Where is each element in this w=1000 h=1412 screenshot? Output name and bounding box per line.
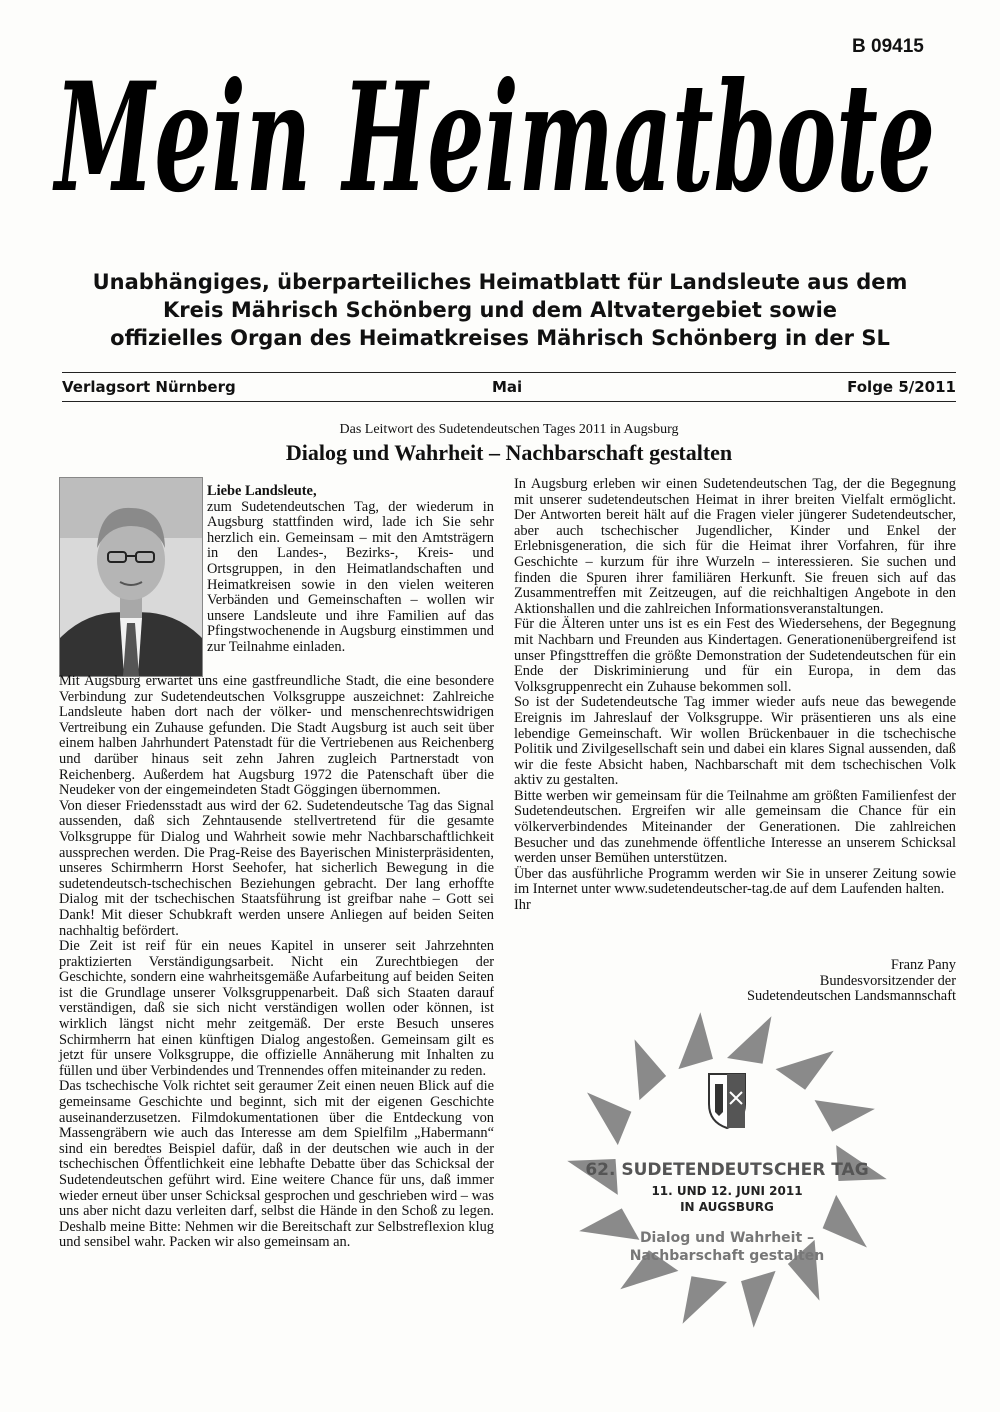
emblem-triangle [635,1039,667,1100]
issue-number: Folge 5/2011 [847,378,956,396]
masthead-title: Mein Heimatbote [52,50,936,226]
article-headline: Dialog und Wahrheit – Nachbarschaft gestalten [285,440,733,465]
issn-number: B 09415 [852,36,924,57]
author-photo [59,477,203,677]
emblem-place: IN AUGSBURG [680,1200,774,1214]
event-emblem [562,1010,892,1330]
salutation: Liebe Landsleute, [207,483,317,499]
masthead-logo [40,40,960,260]
emblem-dates: 11. UND 12. JUNI 2011 [651,1184,803,1198]
emblem-title: 62. SUDETENDEUTSCHER TAG [585,1160,869,1180]
article-kicker: Das Leitwort des Sudetendeutschen Tages 2011 in Augsburg [339,422,679,437]
paragraph: Bitte werben wir gemeinsam für die Teilnahme am größten Familienfest der Sudetendeutschen. Ergreifen wir alle gemeinsam die Chance für ein völkerverbindendes Miteinander der Generationen. Die zahlreichen Besucher und das zunehmende öffentliche Interesse an unserem Schicksal werden unser Bemühen unterstützen. [514,787,956,867]
masthead [40,40,960,260]
signature-name: Franz Pany [890,957,956,973]
paragraph: Über das ausführliche Programm werden wir Sie in unserer Zeitung sowie im Internet unter www.sudetendeutscher-tag.de auf dem Laufenden halten. [514,865,956,898]
subtitle-line: Unabhängiges, überparteiliches Heimatblatt für Landsleute aus dem [92,270,908,294]
emblem-triangle [678,1012,713,1069]
signature-org: Sudetendeutschen Landsmannschaft [746,988,956,1005]
signature [700,958,956,1005]
signature-title: Bundesvorsitzender der [819,972,956,989]
emblem-triangle [741,1271,776,1328]
paragraph: Von dieser Friedensstadt aus wird der 62. Sudetendeutsche Tag das Signal aussenden, daß sich Zehntausende stellvertretend für die gesamte Volksgruppe für Dialog und Wahrheit sowie mehr Nachbarschaftlichkeit aussprechen werden. Die Prag-Reise des Bayerischen Ministerpräsidenten, unseres Schirmherrn Horst Seehofer, hat sicherlich Bewegung in die sudetendeutsch-tschechischen Beziehungen gebracht. Der lang erhoffte Dialog mit der tschechischen Staatsführung ist greifbar nahe – Gott sei Dank! Mit dieser Schubkraft werden unsere Anliegen auf beiden Seiten nachhaltig befördert. [59,797,494,939]
emblem-motto: Nachbarschaft gestalten [629,1248,825,1264]
closing: Ihr [514,897,531,914]
publication-place: Verlagsort Nürnberg [62,378,236,396]
issue-bar [62,375,956,399]
paragraph: In Augsburg erleben wir einen Sudetendeutschen Tag, der die Begegnung mit unserer sudetendeutschen Heimat in ihrer breiten Vielfalt ermöglicht. Der Antworten bereit hält auf die Fragen vieler jüngerer Sudetendeutscher, aber auch tschechischer Jugendlicher, Kinder und Enkel der Erlebnisgeneration, die sich für die Heimat ihrer Vorfahren, für ihre Geschichte – kurzum für ihre Wurzeln – interessieren. Sie suchen und finden die Spuren ihrer familiären Herkunft. Sie freuen sich auf das Zusammentreffen mit Zeitzeugen, auf die reichhaltigen Angebote in den Aktionshallen und die zahlreichen Informationsveranstaltungen. [514,476,956,617]
subtitle [40,268,960,352]
paragraph: Die Zeit ist reif für ein neues Kapitel in unserer seit Jahrzehnten praktizierten Verständigungsarbeit. Nicht ein Zurechtbiegen der Geschichte, sondern eine wahrheitsgemäße Aufarbeitung auf beiden Seiten ist die Grundlage unserer Volksgruppenarbeit. Daß sich Staaten darauf verständigen, daß sie sich nicht verständigen wollen oder können, ist wirklich längst nicht mehr zeitgemäß. Der erste Besuch unseres Schirmherrn hat einen künftigen Dialog angestoßen. Gemeinsam gilt es jetzt für unsere Volksgruppe, die offizielle Annäherung mit Inhalten zu füllen und über Verbindendes und Trennendes offen miteinander zu reden. [59,938,494,1079]
coat-of-arms-icon [707,1072,747,1130]
paragraph: zum Sudetendeutschen Tag, der wiederum in Augsburg stattfinden wird, lade ich Sie sehr herzlich ein. Gemeinsam – mit den Amtsträgern in den Landes-, Bezirks-, Kreis- und Ortsgruppen, in den Heimatlandschaften und Heimatkreisen sowie in den vielen weiteren Verbänden und Gemeinschaften – wollen wir unsere Landsleute und ihre Familien auf das Pfingstwochenende in Augsburg einstimmen und zur Teilnahme einladen. [207,498,494,655]
subtitle-line: offizielles Organ des Heimatkreises Mährisch Schönberg in der SL [110,326,890,350]
article-intro [207,484,494,656]
divider [62,372,956,373]
paragraph: Das tschechische Volk richtet seit geraumer Zeit einen neuen Blick auf die gemeinsame Geschichte und beginnt, sich mit der eigenen Geschichte auseinanderzusetzen. Filmdokumentationen über die Entdeckung von Massengräbern wie auch das Interesse am dem Spielfilm „Habermann“ sind ein beredtes Beispiel dafür, daß in der deutschen wie auch in der tschechischen Öffentlichkeit eine lebhafte Debatte über das Schicksal der Sudetendeutschen geführt wird. Eine weitere Chance für uns, daß immer wieder erneut über unser Schicksal gesprochen und geschrieben wird – was uns aber nicht dazu verleiten darf, selbst die Hände in den Schoß zu legen. Deshalb meine Bitte: Nehmen wir die Bereitschaft zur Selbstreflexion klug und sensibel wahr. Packen wir also gemeinsam an. [59,1078,494,1251]
issue-month: Mai [492,378,523,396]
paragraph: Für die Älteren unter uns ist es ein Fest des Wiedersehens, der Begegnung mit Nachbarn und Freunden aus Kindertagen. Generationenübergreifend ist unser Pfingsttreffen die größte Demonstration der Sudetendeutschen für ein Ende der Diskriminierung und für ein Europa, in dem das Volksgruppenrecht ein Zuhause bekommen soll. [514,616,956,695]
emblem-triangle [727,1016,771,1063]
divider [62,401,956,402]
article-column-right [514,477,956,914]
paragraph: Mit Augsburg erwartet uns eine gastfreundliche Stadt, die eine besondere Verbindung zur Sudetendeutschen Volksgruppe auszeichnet: Zahlreiche Landsleute haben dort nach der völker- und menschenrechtswidrigen Vertreibung ein Zuhause gefunden. Die Stadt Augsburg ist auch seit über einem halben Jahrhundert Patenstadt für die Vertriebenen aus Reichenberg und darüber hinaus seit zehn Jahren zugleich Partnerstadt von Reichenberg. Außerdem hat Augsburg 1972 die Patenschaft über die Neudeker von der eingemeindeten Stadt Göggingen übernommen. [59,673,494,799]
emblem-triangle [776,1051,834,1090]
article-column-left [59,674,494,1251]
paragraph: So ist der Sudetendeutsche Tag immer wieder aufs neue das bewegende Ereignis im Jahreslauf der Volksgruppe. Wir präsentieren uns als eine lebendige Gemeinschaft. Wir wollen Brückenbauer in die tschechische Politik und Zivilgesellschaft sein und dabei ein klares Signal aussenden, daß wir die feste Absicht haben, Nachbarschaft mit dem tschechischen Volk aktiv zu gestalten. [514,694,956,789]
subtitle-line: Kreis Mährisch Schönberg und dem Altvatergebiet sowie [162,298,838,322]
emblem-triangle [815,1100,875,1131]
emblem-triangle [587,1092,631,1145]
emblem-motto: Dialog und Wahrheit – [639,1230,815,1246]
emblem-triangle [683,1276,727,1323]
